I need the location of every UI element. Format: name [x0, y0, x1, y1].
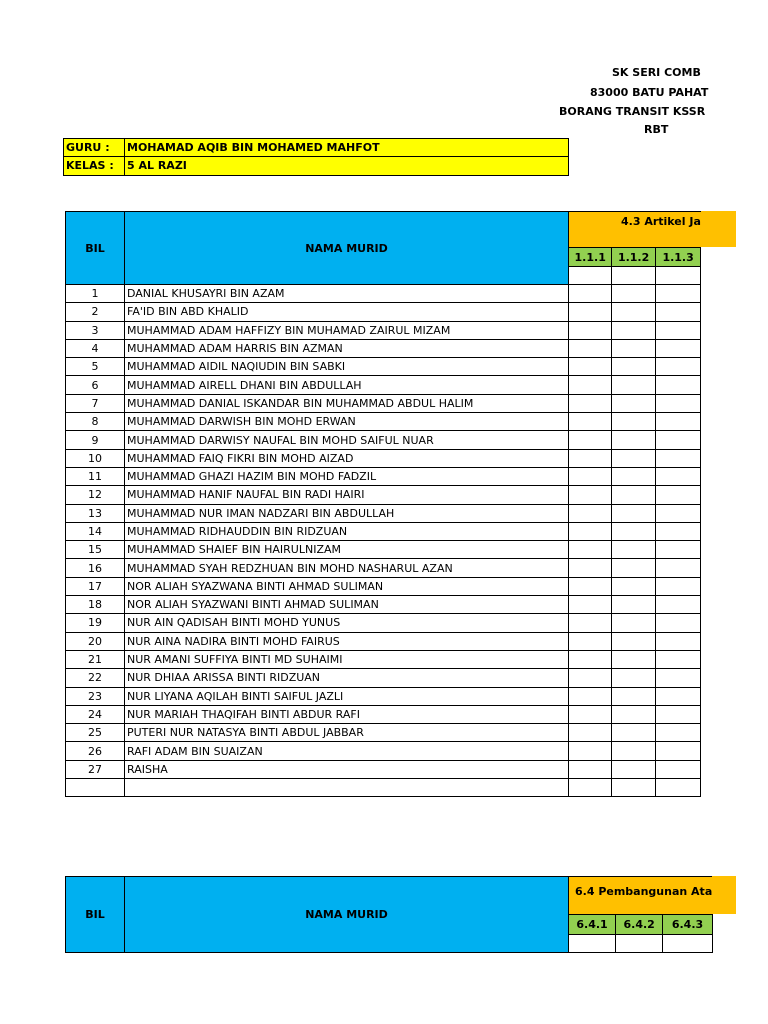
row-number: 19	[66, 614, 125, 632]
row-number: 10	[66, 449, 125, 467]
score-cell[interactable]	[655, 577, 701, 595]
score-cell[interactable]	[612, 541, 655, 559]
table-row	[66, 614, 701, 632]
row-number: 3	[66, 321, 125, 339]
sub2-header-2: 6.4.2	[616, 915, 663, 935]
student-name: MUHAMMAD DARWISY NAUFAL BIN MOHD SAIFUL NUAR	[125, 431, 569, 449]
score-cell[interactable]	[569, 687, 612, 705]
score-cell[interactable]	[655, 705, 701, 723]
student-table	[65, 211, 701, 797]
guru-row	[64, 139, 568, 157]
student-name: NUR AMANI SUFFIYA BINTI MD SUHAIMI	[125, 650, 569, 668]
score-cell[interactable]	[569, 614, 612, 632]
topic-label: 4.3 Artikel Ja	[621, 215, 701, 228]
table-row	[66, 632, 701, 650]
score-cell[interactable]	[655, 431, 701, 449]
row-number: 24	[66, 705, 125, 723]
score-cell[interactable]	[569, 394, 612, 412]
score-cell[interactable]	[655, 669, 701, 687]
score-cell[interactable]	[569, 577, 612, 595]
score-cell[interactable]	[655, 486, 701, 504]
score-cell[interactable]	[612, 376, 655, 394]
student-name: MUHAMMAD SYAH REDZHUAN BIN MOHD NASHARUL AZAN	[125, 559, 569, 577]
student-name: NUR AINA NADIRA BINTI MOHD FAIRUS	[125, 632, 569, 650]
sub-empty-1	[569, 267, 612, 285]
score-cell[interactable]	[655, 321, 701, 339]
row-number: 7	[66, 394, 125, 412]
score-cell[interactable]	[655, 614, 701, 632]
score-cell[interactable]	[612, 285, 655, 303]
row-number: 27	[66, 760, 125, 778]
score-cell[interactable]	[569, 449, 612, 467]
table-row	[66, 339, 701, 357]
score-cell[interactable]	[612, 358, 655, 376]
table-row	[66, 486, 701, 504]
score-cell[interactable]	[612, 449, 655, 467]
table-row	[66, 724, 701, 742]
score-cell[interactable]	[569, 650, 612, 668]
row-number: 11	[66, 467, 125, 485]
student-name: MUHAMMAD AIDIL NAQIUDIN BIN SABKI	[125, 358, 569, 376]
score-cell[interactable]	[569, 779, 612, 797]
student-name: MUHAMMAD DARWISH BIN MOHD ERWAN	[125, 413, 569, 431]
score-cell[interactable]	[569, 339, 612, 357]
score-cell[interactable]	[612, 486, 655, 504]
table-row	[66, 449, 701, 467]
topic-header	[569, 212, 701, 248]
score-cell[interactable]	[612, 650, 655, 668]
table-row	[66, 431, 701, 449]
row-number: 17	[66, 577, 125, 595]
score-cell[interactable]	[569, 596, 612, 614]
student-name: FA'ID BIN ABD KHALID	[125, 303, 569, 321]
student-name: RAISHA	[125, 760, 569, 778]
score-cell[interactable]	[612, 632, 655, 650]
row-number: 8	[66, 413, 125, 431]
score-cell[interactable]	[612, 779, 655, 797]
sub2-header-1: 6.4.1	[569, 915, 616, 935]
student-name: MUHAMMAD DANIAL ISKANDAR BIN MUHAMMAD ABDUL HALIM	[125, 394, 569, 412]
table-row	[66, 559, 701, 577]
score-cell[interactable]	[612, 596, 655, 614]
student-table-2	[65, 876, 713, 953]
score-cell[interactable]	[655, 285, 701, 303]
score-cell[interactable]	[655, 339, 701, 357]
row-number: 2	[66, 303, 125, 321]
table-row	[66, 303, 701, 321]
student-name: NOR ALIAH SYAZWANI BINTI AHMAD SULIMAN	[125, 596, 569, 614]
table-row	[66, 504, 701, 522]
sub-empty-3	[655, 267, 701, 285]
score-cell[interactable]	[612, 687, 655, 705]
row-number: 1	[66, 285, 125, 303]
row-number: 13	[66, 504, 125, 522]
col-nama-header: NAMA MURID	[125, 212, 569, 285]
score-cell[interactable]	[569, 742, 612, 760]
teacher-class-info	[63, 138, 569, 176]
table-row	[66, 541, 701, 559]
score-cell[interactable]	[655, 724, 701, 742]
score-cell[interactable]	[612, 321, 655, 339]
school-address: 83000 BATU PAHAT	[590, 86, 709, 99]
score-cell[interactable]	[569, 431, 612, 449]
table-row	[66, 779, 701, 797]
sub-empty-2	[612, 267, 655, 285]
score-cell[interactable]	[612, 760, 655, 778]
student-name: NUR DHIAA ARISSA BINTI RIDZUAN	[125, 669, 569, 687]
row-number: 22	[66, 669, 125, 687]
student-name: DANIAL KHUSAYRI BIN AZAM	[125, 285, 569, 303]
score-cell[interactable]	[569, 486, 612, 504]
table-row	[66, 669, 701, 687]
table-row	[66, 687, 701, 705]
row-number: 16	[66, 559, 125, 577]
score-cell[interactable]	[612, 614, 655, 632]
topic-header-2	[569, 877, 713, 915]
score-cell[interactable]	[655, 358, 701, 376]
row-number: 9	[66, 431, 125, 449]
row-number: 21	[66, 650, 125, 668]
score-cell[interactable]	[569, 632, 612, 650]
sub2-header-3: 6.4.3	[663, 915, 713, 935]
score-cell[interactable]	[655, 779, 701, 797]
sub-header-3: 1.1.3	[655, 248, 701, 267]
col-nama-header-2: NAMA MURID	[125, 877, 569, 953]
score-cell[interactable]	[612, 522, 655, 540]
guru-label: GURU :	[64, 139, 125, 156]
score-cell[interactable]	[655, 760, 701, 778]
row-number: 15	[66, 541, 125, 559]
table-row	[66, 742, 701, 760]
score-cell[interactable]	[569, 705, 612, 723]
sub2-empty-1	[569, 935, 616, 953]
col-bil-header-2: BIL	[66, 877, 125, 953]
sub2-empty-2	[616, 935, 663, 953]
student-name: MUHAMMAD FAIQ FIKRI BIN MOHD AIZAD	[125, 449, 569, 467]
guru-value: MOHAMAD AQIB BIN MOHAMED MAHFOT	[127, 141, 380, 154]
table-row	[66, 358, 701, 376]
table-row	[66, 577, 701, 595]
student-name	[125, 779, 569, 797]
student-name: NOR ALIAH SYAZWANA BINTI AHMAD SULIMAN	[125, 577, 569, 595]
student-name: MUHAMMAD ADAM HARRIS BIN AZMAN	[125, 339, 569, 357]
row-number: 6	[66, 376, 125, 394]
score-cell[interactable]	[655, 742, 701, 760]
row-number: 14	[66, 522, 125, 540]
row-number: 4	[66, 339, 125, 357]
score-cell[interactable]	[612, 577, 655, 595]
student-name: MUHAMMAD AIRELL DHANI BIN ABDULLAH	[125, 376, 569, 394]
score-cell[interactable]	[612, 303, 655, 321]
school-header	[540, 66, 709, 142]
student-name: PUTERI NUR NATASYA BINTI ABDUL JABBAR	[125, 724, 569, 742]
score-cell[interactable]	[569, 376, 612, 394]
score-cell[interactable]	[569, 413, 612, 431]
row-number: 26	[66, 742, 125, 760]
sub-header-1: 1.1.1	[569, 248, 612, 267]
row-number: 23	[66, 687, 125, 705]
score-cell[interactable]	[612, 705, 655, 723]
score-cell[interactable]	[655, 632, 701, 650]
score-cell[interactable]	[612, 669, 655, 687]
score-cell[interactable]	[612, 504, 655, 522]
table-row	[66, 321, 701, 339]
score-cell[interactable]	[612, 742, 655, 760]
student-name: MUHAMMAD GHAZI HAZIM BIN MOHD FADZIL	[125, 467, 569, 485]
score-cell[interactable]	[569, 522, 612, 540]
table-row	[66, 376, 701, 394]
student-name: MUHAMMAD HANIF NAUFAL BIN RADI HAIRI	[125, 486, 569, 504]
student-name: NUR MARIAH THAQIFAH BINTI ABDUR RAFI	[125, 705, 569, 723]
student-name: MUHAMMAD ADAM HAFFIZY BIN MUHAMAD ZAIRUL MIZAM	[125, 321, 569, 339]
score-cell[interactable]	[612, 394, 655, 412]
score-cell[interactable]	[655, 650, 701, 668]
score-cell[interactable]	[655, 541, 701, 559]
score-cell[interactable]	[655, 413, 701, 431]
score-cell[interactable]	[612, 413, 655, 431]
score-cell[interactable]	[612, 467, 655, 485]
score-cell[interactable]	[569, 285, 612, 303]
table-row	[66, 522, 701, 540]
score-cell[interactable]	[612, 431, 655, 449]
school-name: SK SERI COMB	[612, 66, 701, 79]
score-cell[interactable]	[569, 541, 612, 559]
sub-header-2: 1.1.2	[612, 248, 655, 267]
kelas-row	[64, 157, 568, 175]
table-row	[66, 285, 701, 303]
student-name: MUHAMMAD RIDHAUDDIN BIN RIDZUAN	[125, 522, 569, 540]
kelas-label: KELAS :	[64, 157, 125, 175]
row-number: 20	[66, 632, 125, 650]
score-cell[interactable]	[655, 376, 701, 394]
sub2-empty-3	[663, 935, 713, 953]
topic-label-2: 6.4 Pembangunan Ata	[575, 885, 713, 898]
score-cell[interactable]	[612, 559, 655, 577]
student-name: NUR LIYANA AQILAH BINTI SAIFUL JAZLI	[125, 687, 569, 705]
score-cell[interactable]	[655, 449, 701, 467]
score-cell[interactable]	[569, 760, 612, 778]
table-row	[66, 467, 701, 485]
student-name: RAFI ADAM BIN SUAIZAN	[125, 742, 569, 760]
score-cell[interactable]	[569, 669, 612, 687]
table-row	[66, 413, 701, 431]
score-cell[interactable]	[569, 321, 612, 339]
col-bil-header: BIL	[66, 212, 125, 285]
student-name: MUHAMMAD NUR IMAN NADZARI BIN ABDULLAH	[125, 504, 569, 522]
score-cell[interactable]	[612, 724, 655, 742]
student-name: NUR AIN QADISAH BINTI MOHD YUNUS	[125, 614, 569, 632]
score-cell[interactable]	[655, 522, 701, 540]
form-title: BORANG TRANSIT KSSR	[559, 105, 706, 118]
score-cell[interactable]	[655, 596, 701, 614]
row-number	[66, 779, 125, 797]
score-cell[interactable]	[569, 504, 612, 522]
score-cell[interactable]	[655, 303, 701, 321]
score-cell[interactable]	[569, 467, 612, 485]
table-row	[66, 394, 701, 412]
row-number: 5	[66, 358, 125, 376]
score-cell[interactable]	[612, 339, 655, 357]
table-row	[66, 650, 701, 668]
score-cell[interactable]	[655, 687, 701, 705]
score-cell[interactable]	[655, 394, 701, 412]
kelas-value: 5 AL RAZI	[127, 159, 187, 172]
score-cell[interactable]	[655, 504, 701, 522]
table-row	[66, 760, 701, 778]
score-cell[interactable]	[655, 467, 701, 485]
row-number: 12	[66, 486, 125, 504]
subject-code: RBT	[644, 123, 669, 136]
score-cell[interactable]	[655, 559, 701, 577]
row-number: 25	[66, 724, 125, 742]
student-name: MUHAMMAD SHAIEF BIN HAIRULNIZAM	[125, 541, 569, 559]
row-number: 18	[66, 596, 125, 614]
student-rows	[66, 285, 701, 797]
score-cell[interactable]	[569, 303, 612, 321]
table-row	[66, 596, 701, 614]
score-cell[interactable]	[569, 559, 612, 577]
score-cell[interactable]	[569, 724, 612, 742]
table-row	[66, 705, 701, 723]
score-cell[interactable]	[569, 358, 612, 376]
